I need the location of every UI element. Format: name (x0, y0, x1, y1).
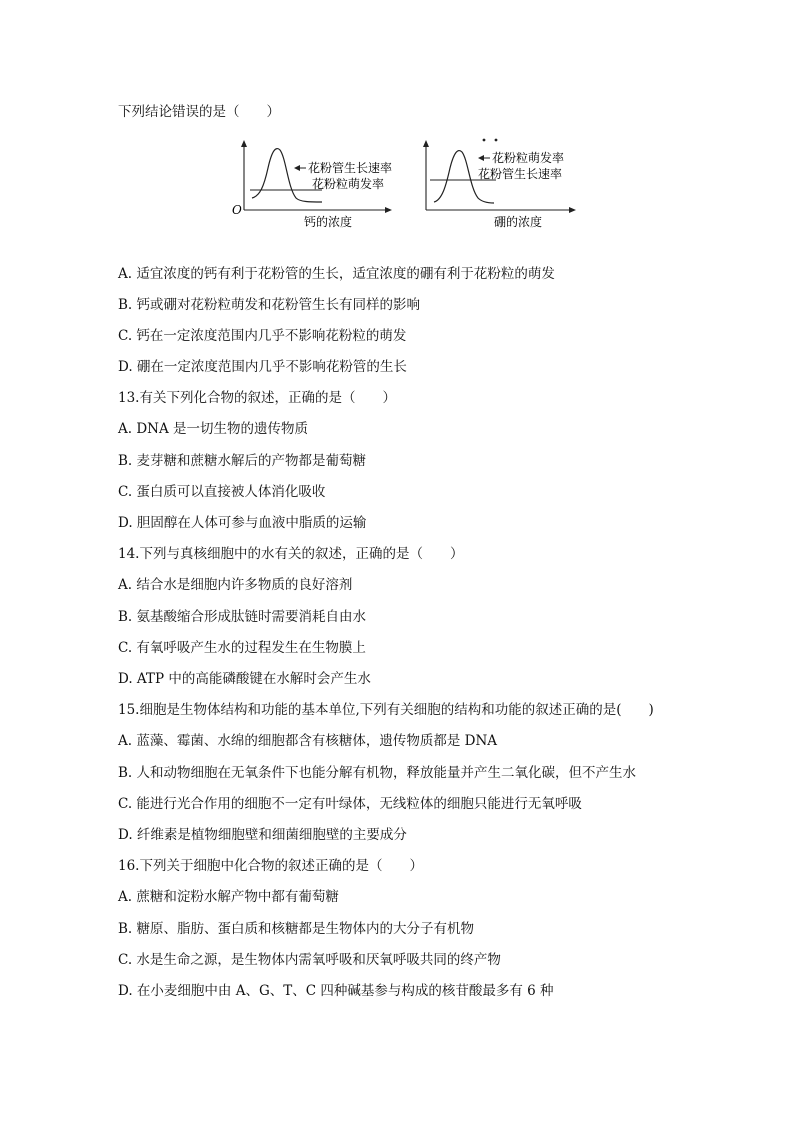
q12-option-c: C. 钙在一定浓度范围内几乎不影响花粉粒的萌发 (118, 328, 407, 344)
q13-option-b: B. 麦芽糖和蔗糖水解后的产物都是葡萄糖 (118, 453, 367, 469)
q16-option-d: D. 在小麦细胞中由 A、G、T、C 四种碱基参与构成的核苷酸最多有 6 种 (118, 983, 554, 999)
q14-option-b: B. 氨基酸缩合形成肽链时需要消耗自由水 (118, 609, 367, 625)
pollen-figure (230, 138, 590, 234)
q12-option-b: B. 钙或硼对花粉粒萌发和花粉管生长有同样的影响 (118, 297, 421, 313)
q16-stem: 16.下列关于细胞中化合物的叙述正确的是（ ） (118, 858, 423, 874)
curve2-label: 花粉粒萌发率 (312, 177, 385, 191)
q12-option-a: A. 适宜浓度的钙有利于花粉管的生长，适宜浓度的硼有利于花粉粒的萌发 (118, 266, 555, 282)
q16-option-a: A. 蔗糖和淀粉水解产物中都有葡萄糖 (118, 889, 339, 905)
x-axis-label: 钙的浓度 (304, 215, 353, 229)
origin-label: O (232, 203, 242, 217)
x-axis-arrow (569, 207, 576, 213)
q15-option-c: C. 能进行光合作用的细胞不一定有叶绿体，无线粒体的细胞只能进行无氧呼吸 (118, 796, 582, 812)
q13-option-c: C. 蛋白质可以直接被人体消化吸收 (118, 484, 326, 500)
y-axis-arrow (423, 140, 429, 147)
curve1-label: 花粉粒萌发率 (492, 151, 565, 165)
q15-stem: 15.细胞是生物体结构和功能的基本单位,下列有关细胞的结构和功能的叙述正确的是( ) (118, 702, 654, 718)
q13-option-d: D. 胆固醇在人体可参与血液中脂质的运输 (118, 515, 367, 531)
q13-stem: 13.有关下列化合物的叙述，正确的是（ ） (118, 390, 396, 406)
pollen-graphs (230, 138, 590, 234)
q14-option-c: C. 有氧呼吸产生水的过程发生在生物膜上 (118, 640, 366, 656)
x-axis-arrow (385, 207, 392, 213)
q14-option-d: D. ATP 中的高能磷酸键在水解时会产生水 (118, 671, 371, 687)
q15-option-b: B. 人和动物细胞在无氧条件下也能分解有机物，释放能量并产生二氧化碳，但不产生水 (118, 765, 637, 781)
tube-growth-curve (252, 149, 322, 202)
q13-option-a: A. DNA 是一切生物的遗传物质 (118, 421, 309, 437)
emphasis-dot (483, 139, 486, 142)
q15-option-a: A. 蓝藻、霉菌、水绵的细胞都含有核糖体，遗传物质都是 DNA (118, 733, 498, 749)
q14-stem: 14.下列与真核细胞中的水有关的叙述，正确的是（ ） (118, 546, 464, 562)
calcium-graph (232, 140, 392, 229)
curve1-label: 花粉管生长速率 (308, 161, 393, 175)
q15-option-d: D. 纤维素是植物细胞壁和细菌细胞壁的主要成分 (118, 827, 407, 843)
arrow-icon (478, 155, 484, 161)
curve2-label: 花粉管生长速率 (478, 167, 563, 181)
arrow-icon (294, 165, 300, 171)
q16-option-c: C. 水是生命之源，是生物体内需氧呼吸和厌氧呼吸共同的终产物 (118, 952, 501, 968)
y-axis-arrow (241, 140, 247, 147)
question-intro: 下列结论错误的是（ ） (118, 104, 280, 120)
q16-option-b: B. 糖原、脂肪、蛋白质和核糖都是生物体内的大分子有机物 (118, 921, 475, 937)
q14-option-a: A. 结合水是细胞内许多物质的良好溶剂 (118, 577, 353, 593)
x-axis-label: 硼的浓度 (494, 215, 543, 229)
q12-option-d: D. 硼在一定浓度范围内几乎不影响花粉管的生长 (118, 359, 407, 375)
emphasis-dot (495, 139, 498, 142)
boron-graph (423, 139, 576, 229)
